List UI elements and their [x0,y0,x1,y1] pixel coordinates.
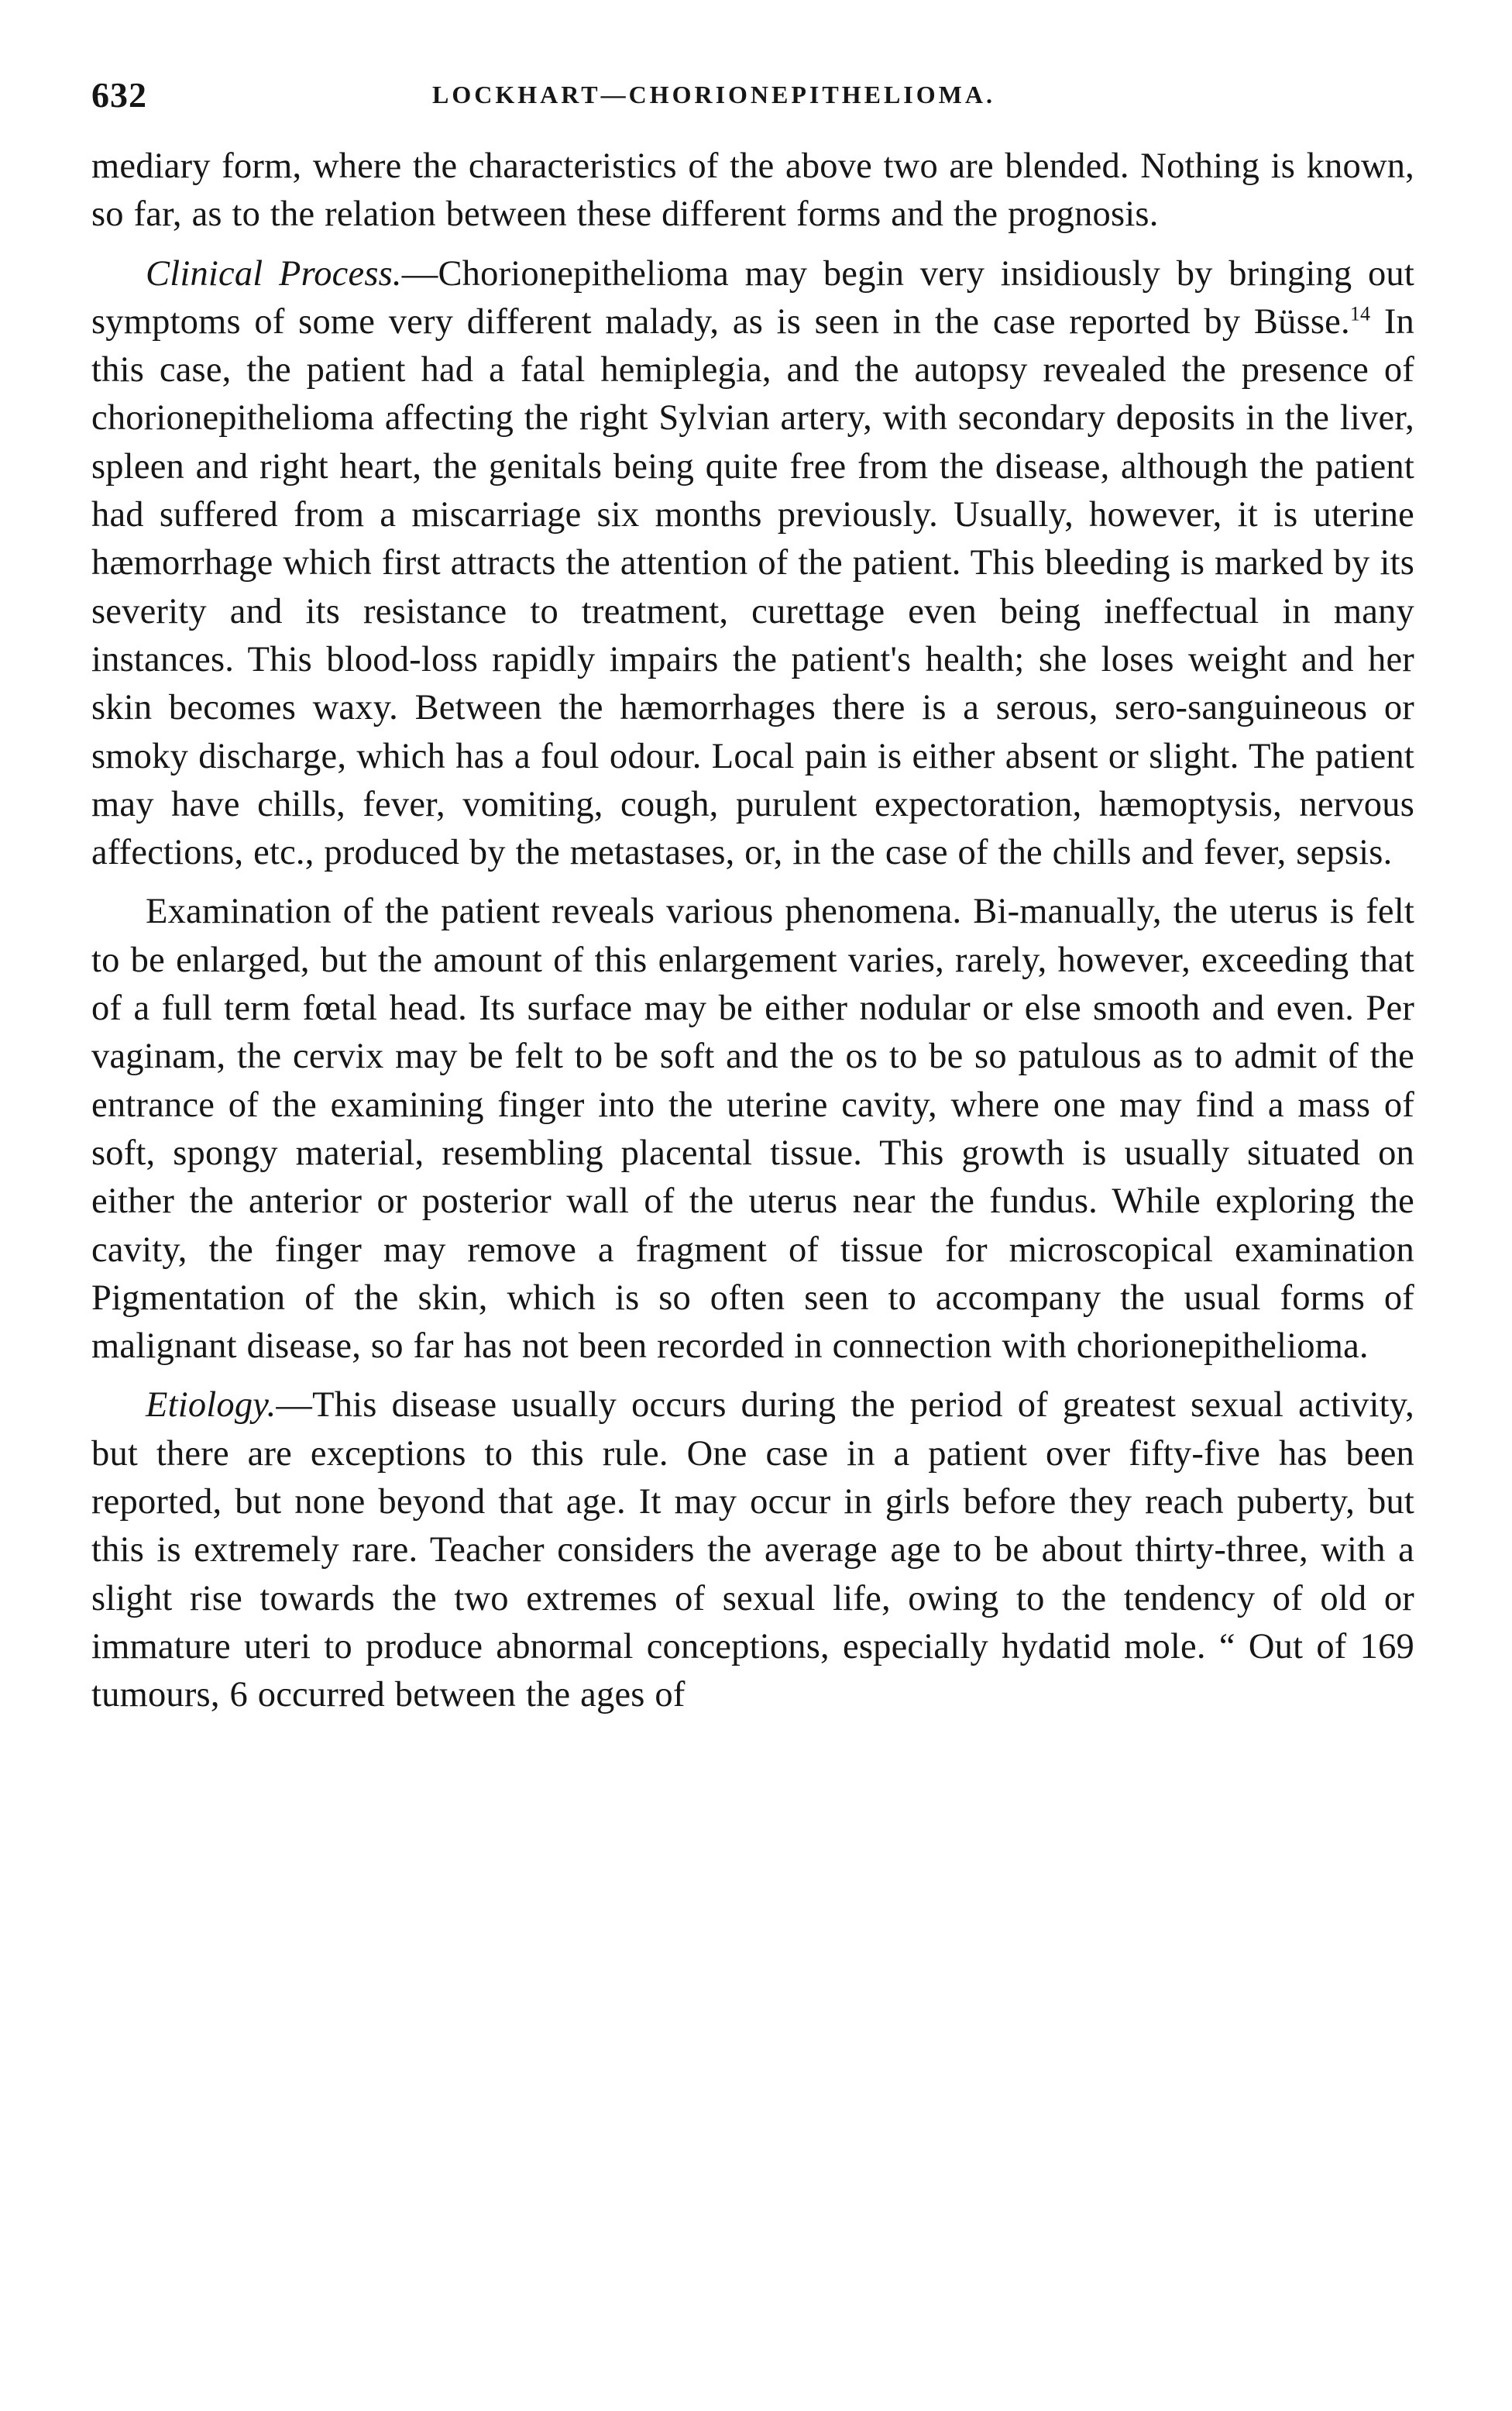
page-number: 632 [91,75,147,115]
footnote-reference: 14 [1349,302,1371,325]
paragraph-text: In this case, the patient had a fatal hemiplegia, and the autopsy revealed the presence of chorionepithelioma affecting the right Sylvian artery, with secondary deposits in the liver, spleen and right heart, the genitals being quite free from the disease, although the patient had suffered from a miscarriage six months previously. Usually, however, it is uterine hæmorrhage which first attracts the attention of the patient. This bleeding is marked by its severity and its resistance to treatment, curettage even being ineffectual in many instances. This blood-loss rapidly impairs the patient's health; she loses weight and her skin becomes waxy. Between the hæmorrhages there is a serous, sero-sanguineous or smoky discharge, which has a foul odour. Local pain is either absent or slight. The patient may have chills, fever, vomiting, cough, purulent expectoration, hæmoptysis, nervous affections, etc., produced by the metastases, or, in the case of the chills and fever, sepsis. [91,301,1414,873]
paragraph-text: Examination of the patient reveals various phenomena. Bi-manually, the uterus is felt to be enlarged, but the amount of this enlargement varies, rarely, however, exceeding that of a full term fœtal head. Its surface may be either nodular or else smooth and even. Per vaginam, the cervix may be felt to be soft and the os to be so patulous as to admit of the entrance of the examining finger into the uterine cavity, where one may find a mass of soft, spongy material, resembling placental tissue. This growth is usually situated on either the anterior or posterior wall of the uterus near the fundus. While exploring the cavity, the finger may remove a fragment of tissue for microscopical examination Pigmentation of the skin, which is so often seen to accompany the usual forms of malignant disease, so far has not been recorded in connection with chorionepithelioma. [91,892,1414,1367]
section-heading-clinical-process: Clinical Process. [146,253,402,294]
paragraph-text: mediary form, where the characteristics of the above two are blended. Nothing is known, so far, as to the relation between these different forms and the prognosis. [91,146,1414,235]
paragraph-continued [91,143,1414,239]
paragraph-examination [91,888,1414,1371]
paragraph-text: —Chorionepithelioma may begin very insidiously by bringing out symptoms of some very different malady, as is seen in the case reported by Büsse. [91,253,1415,342]
paragraph-clinical-process [91,250,1414,878]
body-text [91,143,1414,1720]
paragraph-text: —This disease usually occurs during the period of greatest sexual activity, but there are exceptions to this rule. One case in a patient over fifty-five has been reported, but none beyond that age. It may occur in girls before they reach puberty, but this is extremely rare. Teacher considers the average age to be about thirty-three, with a slight rise towards the two extremes of sexual life, owing to the tendency of old or immature uteri to produce abnormal conceptions, especially hydatid mole. “ Out of 169 tumours, 6 occurred between the ages of [91,1385,1414,1715]
paragraph-etiology [91,1381,1414,1719]
running-head [91,74,1424,129]
running-title: LOCKHART—CHORIONEPITHELIOMA. [432,81,995,108]
section-heading-etiology: Etiology. [146,1385,277,1426]
